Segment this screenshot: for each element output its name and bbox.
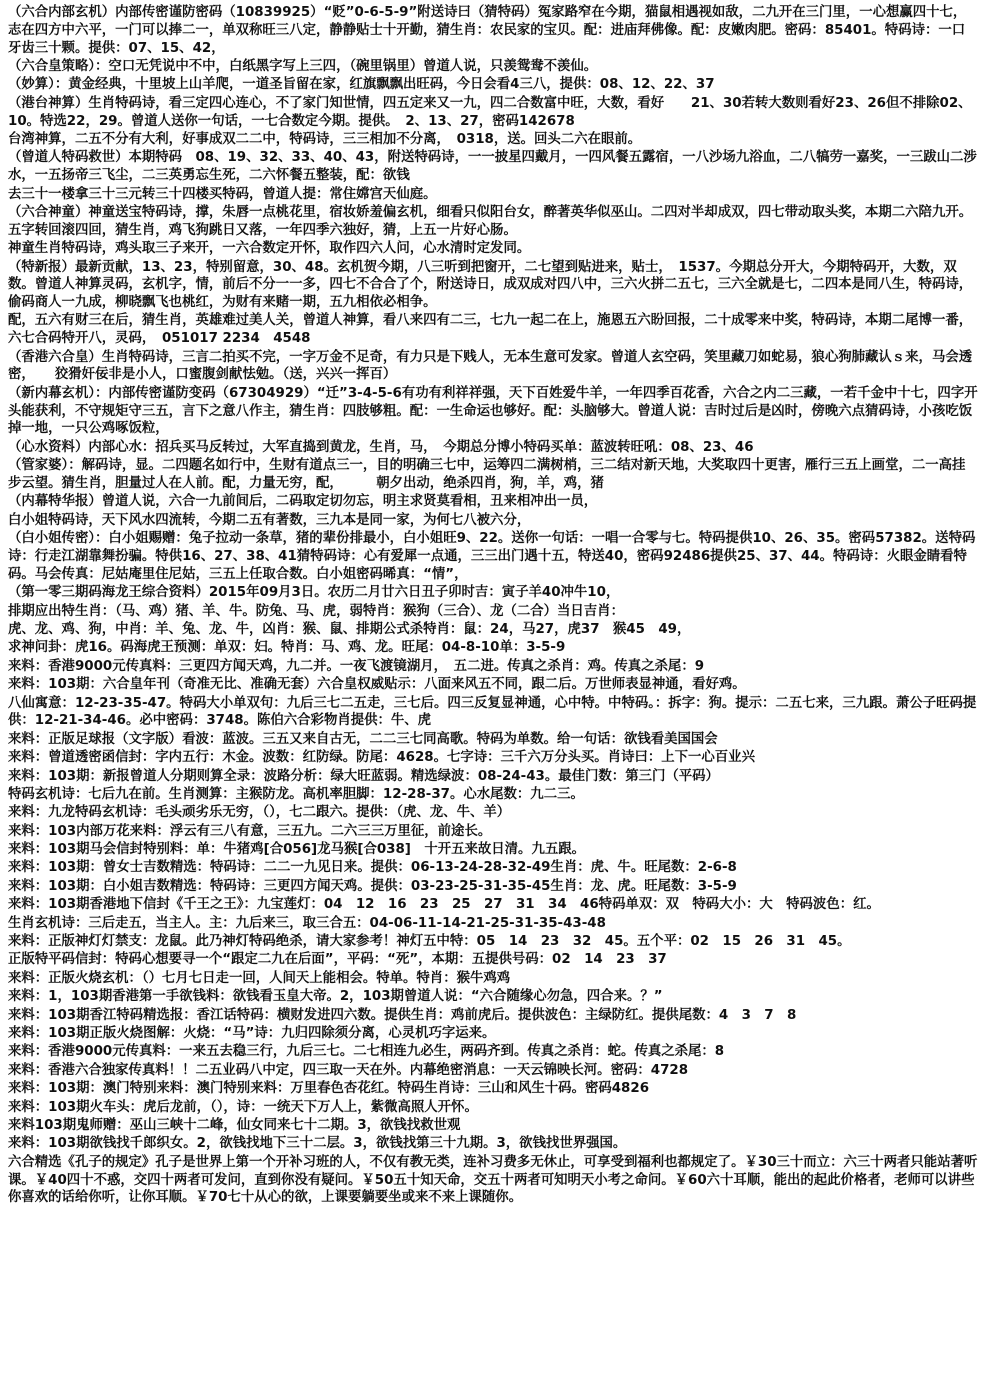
text-paragraph: 来料：正版神灯灯禁支：龙鼠。此乃神灯特码绝杀，请大家参考！神灯五中特：05 14 23 32 45。五个平：02 15 26 31 45。 [8,934,851,950]
text-paragraph: （曾道人特码救世）本期特码 08、19、32、33、40、43，附送特码诗，一一披星四戴月，一四风餐五露宿，一八沙场九浴血，二八犒劳一嘉奖，一三跋山二涉水，一五扬帝三飞尘，二三英勇忘生死，二六怀餐五整装，配：欲钱 [8,150,977,184]
text-paragraph: （六合内部玄机）内部传密谨防密码（10839925）“贬”0-6-5-9”附送诗曰（猜特码）冤家路窄在今期，猫鼠相遇视如敌，二九开在三门里，一心想赢四十七，志在四方中六平，一门可以捧二一，单双称旺三八定，静静贴士十开勤，猜生肖：农民家的宝贝。配：进庙拜佛像。配：皮嫩肉肥。密码：85401。特码诗：一口牙齿三十颗。提供：07、15、42， [8,5,967,56]
text-paragraph: 来料：1，103期香港第一手欲钱料：欲钱看玉皇大帝。2，103期曾道人说：“六合随缘心勿急，四合来。？” [8,989,663,1005]
text-paragraph: （心水资料）内部心水：招兵买马反转过，大军直捣到黄龙，生肖，马， 今期总分博小特码买单：蓝波转旺吼：08、23、46 [8,439,754,455]
text-paragraph: 排期应出特生肖：（马、鸡）猪、羊、牛。防兔、马、虎，弱特肖：猴狗（三合）、龙（二合）当日吉肖： [8,603,624,619]
text-paragraph: 八仙寓意：12-23-35-47。特码大小单双句：九后三七二五走，三七后。四三反复显神通，心中特。中特码。：拆字：狗。提示：二五七来，三九跟。萧公子旺码提供：12-21-34-46。必中密码：3748。陈伯六合彩物肖提供：牛、虎 [8,695,977,729]
text-paragraph: 来料：103内部万花来料：浮云有三八有意，三五九。二六三三万里征，前途长。 [8,823,492,839]
text-paragraph: 来料：103期马会信封特别料：单：牛猪鸡[合056]龙马猴[合038] 十开五来故日清。九五跟。 [8,842,586,858]
text-paragraph: 来料103期鬼师赠：巫山三峡十二峰，仙女同来七十二期。3，欲钱找救世观 [8,1117,461,1133]
text-paragraph: 来料：香港六合独家传真料！！二五业码八中定，四三取一天在外。内幕绝密消息：一天云锦映长河。密码：4728 [8,1062,689,1078]
text-paragraph: 来料：103期：新报曾道人分期则算全录：波路分析：绿大旺蓝弱。精选绿波：08-24-43。最佳门数：第三门（平码） [8,768,719,784]
text-paragraph: 白小姐特码诗，天下风水四流转，今期二五有著数，三九本是同一家，为何七八被六分， [8,512,531,528]
text-paragraph: 台湾神算，二五不分有大利，好事成双二二中，特码诗，三三相加不分离， 0318，送。回头二六在眼前。 [8,131,642,147]
text-paragraph: （第一零三期码海龙王综合资料）2015年09月3日。农历二月廿六日丑子卯时吉：寅子羊40冲牛10， [8,585,620,601]
text-paragraph: 虎、龙、鸡、狗，中肖：羊、兔、龙、牛，凶肖：猴、鼠、排期公式杀特肖：鼠：24，马27，虎37 猴45 49， [8,621,691,637]
text-paragraph: （内幕特华报）曾道人说，六合一九前间后，二码取定切勿忘，明主求贤莫看相，丑来相冲出一员， [8,494,598,510]
text-paragraph: （白小姐传密）：白小姐赐赠：兔子拉动一条草，猪的辈份排最小，白小姐旺9、22。送你一句话：一唱一合零与七。特码提供10、26、35。密码57382。送特码诗：行走江湖靠舞扮骗。特供16、27、38、41猜特码诗：心有爱犀一点通，三三出门遇十五，特送40，密码92486提供25、37、44。特码诗：火眼金睛看特码。马会传真：尼姑庵里住尼姑，三五上任取合数。白小姐密码晞真：“情”， [8,531,976,582]
text-paragraph: 正版特平码信封：特码心想要寻一个“跟定二九在后面”，平码：“死”，本期：五提供号码：02 14 23 37 [8,952,667,968]
text-paragraph: （六合皇策略）：空口无凭说中不中，白纸黑字写上三四，（碗里锅里）曾道人说，只羡鸳鸯不羡仙。 [8,58,598,74]
text-paragraph: 来料：九龙特码玄机诗：毛头顽劣乐无穷，（），七二跟六。提供：（虎、龙、牛、羊） [8,805,511,821]
document-body [8,4,978,1207]
text-paragraph: （香港六合皇）生肖特码诗，三言二拍买不完，一字万金不足奇，有力只是下贱人，无本生意可发家。曾道人玄空码，笑里藏刀如蛇易，狼心狗肺藏认ｓ来，马会透密， 狡猾奸佞非是小人，口蜜腹剑献怯勉。（送，兴兴一挥百） [8,349,973,383]
text-paragraph: 来料：香港9000元传真料：一来五去稳三行，九后三七。二七相连九必生，两码齐到。传真之杀肖：蛇。传真之杀尾：8 [8,1044,725,1060]
text-paragraph: 来料：103期：六合皇年刊（奇准无比、准确无套）六合皇权威贴示：八面来风五不同，跟二后。万世师表显神通，看好鸡。 [8,677,746,693]
text-paragraph: 来料：103期正版火烧图解：火烧：“马”诗：九归四除须分离，心灵机巧字运来。 [8,1025,496,1041]
text-paragraph: 来料：香港9000元传真料：三更四方闻天鸡，九二并。一夜飞渡镜湖月， 五二进。传真之杀肖：鸡。传真之杀尾：9 [8,658,705,674]
text-paragraph: 来料：正版火烧玄机：（）七月七日走一回，人间天上能相会。特单。特肖：猴牛鸡鸡 [8,970,511,986]
text-paragraph: 来料：103期：曾女士吉数精选：特码诗：二二一九见日来。提供：06-13-24-28-32-49生肖：虎、牛。旺尾数：2-6-8 [8,860,737,876]
text-paragraph: 来料：103期火车头：虎后龙前，（），诗：一统天下万人上，紫微高照人开怀。 [8,1099,478,1115]
text-paragraph: 特码玄机诗：七后九在前。生肖测算：主猴防龙。高机率胆脚：12-28-37。心水尾数：九二三。 [8,786,584,802]
text-paragraph: （特新报）最新贡献，13、23，特别留意，30、48。玄机贺今期，八三听到把窗开，二七望到贴进来，贴士， 1537。今期总分开大，今期特码开，大数，双数。曾道人神算灵码，玄机字，情，前后不分一一多，四七不合合了个，附送诗日，成双成对四八中，三六火拼二五七，三六全就是七，二四本是同八生，特码诗，偷码商人一九成，柳晓飘飞也桃红，为财有来赌一期，五九相依必相争。 [8,259,973,311]
text-paragraph: （妙算）：黄金经典，十里坡上山羊爬，一道圣旨留在家，红旗飘飘出旺码，今日会看4三八，提供：08、12、22、37 [8,77,715,93]
text-paragraph: 来料：正版足球报（文字版）看波：蓝波。三五又来自古无，二二三七同高歌。特码为单数。给一句话：欲钱看美国国会 [8,731,718,747]
text-paragraph: （港台神算）生肖特码诗，看三定四心连心，不了家门知世情，四五定来又一九，四二合数富中旺，大数，看好 21、30若转大数则看好23、26但不排除02、10。特选22，29。曾道人送你一句话，一七合数定今期。提供。 2、13、27，密码142678 [8,95,972,129]
text-paragraph: 配，五六有财三在后，猜生肖，英雄难过美人关，曾道人神算，看八来四有二三，七九一起二在上，施恩五六盼回报，二十成零来中奖，特码诗，本期二尾博一番，六七合码特开八，灵码， 051017 2234 4548 [8,313,973,347]
text-paragraph: 神童生肖特码诗，鸡头取三子来开，一六合数定开怀，取作四六人问，心水清时定发同。 [8,241,531,257]
text-paragraph: （新内幕玄机）：内部传密谨防变码（67304929）“迁”3-4-5-6有功有利祥祥强，天下百姓爱牛羊，一年四季百花香，六合之内二三藏，一若千金中十七，四字开头能获利，不守规矩守三五，言下之意八作主，猜生肖：四肢够粗。配：一生命运也够好。配：头脑够大。曾道人说：吉时过后是凶时，傍晚六点猜码诗，小孩吃饭掉一地，一只公鸡啄饭粒， [8,385,978,437]
text-paragraph: 生肖玄机诗：三后走五，当主人。主：九后来三，取三合五：04-06-11-14-21-25-31-35-43-48 [8,915,606,931]
text-paragraph: 六合精选《孔子的规定》孔子是世界上第一个开补习班的人，不仅有教无类，连补习费多无休止，可享受到福利也都规定了。￥30三十而立：六三十两者只能站著听课。￥40四十不惑，交四十两者可发问，直到你没有疑问。￥50五十知天命，交五十两者可知明天小考之命问。￥60六十耳顺，能出的起此价格者，老师可以讲些你喜欢的话给你听，让你耳顺。￥70七十从心的欲，上课要躺要坐或来不来上课随你。 [8,1154,978,1206]
text-paragraph: 去三十一楼拿三十三元转三十四楼买特码，曾道人提：常住嫦宫天仙庭。 [8,186,437,202]
text-paragraph: （六合神童）神童送宝特码诗，撑，朱唇一点桃花里，宿妆娇羞偏玄机，细看只似阳台女，醉著英华似巫山。二四对半却成双，四七带动取头奖，本期二六陪九开。五字转回滚四回，猜生肖，鸡飞狗跳日又落，一年四季六独好，猜，上五一片好心肠。 [8,204,973,238]
text-paragraph: 来料：103期香港地下信封《千王之王》：九宝莲灯：04 12 16 23 25 27 31 34 46特码单双：双 特码大小：大 特码波色：红。 [8,897,880,913]
text-paragraph: （管家婆）：解码诗，显。二四题名如行中，生财有道点三一，目的明确三七中，运筹四二满树梢，三二结对新天地，大奖取四十更害，雁行三五上画堂，二一高挂步云望。猜生肖，胆量过人在人前。配，力量无穷，配， 朝夕出动，绝杀四肖，狗，羊，鸡，猪 [8,458,966,492]
text-paragraph: 来料：103期欲钱找千郎织女。2，欲钱找地下三十二层。3，欲钱找第三十九期。3，欲钱找世界强国。 [8,1136,627,1152]
text-paragraph: 来料：103期香江特码精选报：香江话特码：横财发进四六数。提供生肖：鸡前虎后。提供波色：主绿防红。提供尾数：4 3 7 8 [8,1007,797,1023]
text-paragraph: 来料：103期：白小姐吉数精选：特码诗：三更四方闻天鸡。提供：03-23-25-31-35-45生肖：龙、虎。旺尾数：3-5-9 [8,878,737,894]
text-paragraph: 求神问卦：虎16。码海虎王预测：单双：妇。特肖：马、鸡、龙。旺尾：04-8-10单：3-5-9 [8,640,566,656]
text-paragraph: 来料：103期：澳门特别来料：澳门特别来料：万里春色杏花红。特码生肖诗：三山和风生十码。密码4826 [8,1081,650,1097]
text-paragraph: 来料：曾道透密函信封：字内五行：木金。波数：红防绿。防尾：4628。七字诗：三千六万分头买。肖诗曰：上下一心百业兴 [8,750,755,766]
